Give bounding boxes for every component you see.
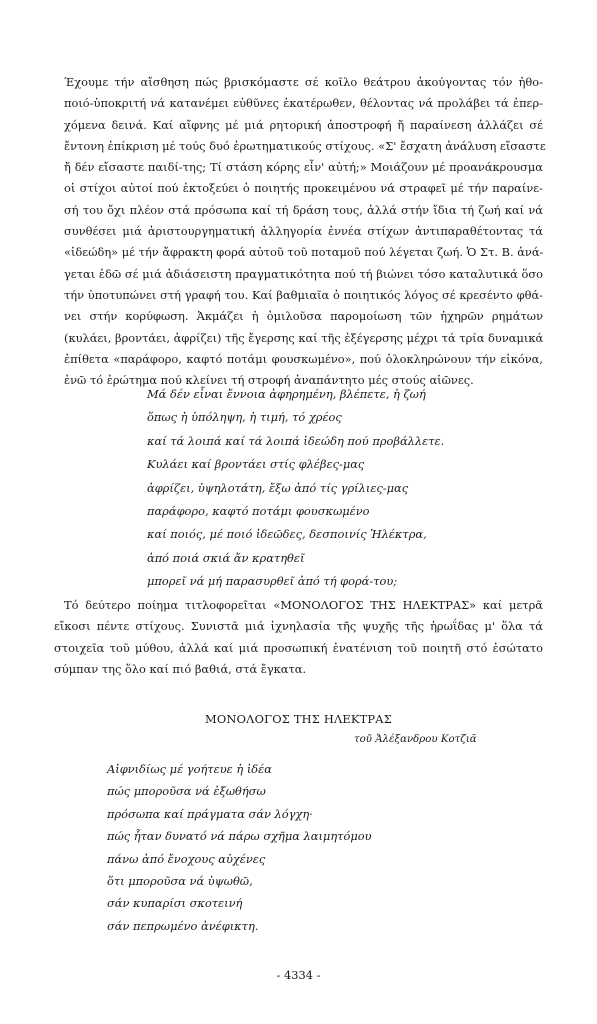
paragraph-line: γεται ἐδῶ σέ μιά ἀδιάσειστη πραγματικότητα πού τή βιώνει τόσο καταλυτικά ὅσο <box>64 266 543 281</box>
verse-line: καί ποιός, μέ ποιό ἰδεῶδες, δεσποινίς Ἠλέκτρα, <box>147 527 427 542</box>
paragraph-line: χόμενα δεινά. Καί αἴφνης μέ μιά ρητορική ἀποστροφή ἤ παραίνεση ἀλλάζει σέ <box>64 117 543 132</box>
verse-line: καί τά λοιπά καί τά λοιπά ἰδεώδη πού προβάλλετε. <box>147 433 445 448</box>
verse-line: ἀφρίζει, ὑψηλοτάτη, ἔξω ἀπό τίς γρίλιες-μας <box>147 480 409 495</box>
quoted-verse <box>147 383 444 594</box>
paragraph-line: στοιχεῖα τοῦ μύθου, ἀλλά καί μιά προσωπική ἐνατένιση τοῦ ποιητῆ στό ἐσώτατο <box>54 640 543 655</box>
verse-line: πάνω ἀπό ἔνοχους αὐχένες <box>107 851 266 866</box>
paragraph-line: συνθέσει μιά ἀριστουργηματική ἀλληγορία ἐννέα στίχων ἀντιπαραθέτοντας τά <box>64 224 543 239</box>
poem-verse <box>107 758 372 937</box>
paragraph-line: (κυλάει, βροντάει, ἀφρίζει) τῆς ἔγερσης καί τῆς ἐξέγερσης μέχρι τά τρία δυναμικά <box>64 330 544 345</box>
paragraph-commentary <box>54 72 546 391</box>
poem-title: ΜΟΝΟΛΟΓΟΣ ΤΗΣ ΗΛΕΚΤΡΑΣ <box>205 712 392 726</box>
paragraph-line: Τό δεύτερο ποίημα τιτλοφορεῖται «ΜΟΝΟΛΟΓΟΣ ΤΗΣ ΗΛΕΚΤΡΑΣ» καί μετρᾶ <box>64 598 543 612</box>
paragraph-line: Έχουμε τήν αἴσθηση πώς βρισκόμαστε σέ κοῖλο θεάτρου ἀκούγοντας τόν ἠθο- <box>64 75 543 89</box>
verse-line: ὅτι μποροῦσα νά ὑψωθῶ, <box>107 874 253 889</box>
verse-line: ὅπως ἡ ὑπόληψη, ἡ τιμή, τό χρέος <box>147 410 342 425</box>
paragraph-line: ἐνῶ τό ἐρώτημα πού κλείνει τή στροφή ἀναπάντητο μές στούς αἰῶνες. <box>64 373 474 388</box>
paragraph-line: ἐπίθετα «παράφορο, καφτό ποτάμι φουσκωμένο», πού ὁλοκληρώνουν τήν εἰκόνα, <box>64 351 543 366</box>
paragraph-line: σύμπαν της ὅλο καί πιό βαθιά, στά ἔγκατα. <box>54 661 307 676</box>
verse-line: πώς μποροῦσα νά ἐξωθήσω <box>107 784 266 799</box>
paragraph-line: ποιό-ὑποκριτή νά κατανέμει εὐθῦνες ἑκατέρωθεν, θέλοντας νά προλάβει τά ἐπερ- <box>64 96 543 111</box>
verse-line: Αἰφνιδίως μέ γοήτευε ἡ ἰδέα <box>107 762 272 776</box>
verse-line: μπορεῖ νά μή παρασυρθεῖ ἀπό τή φορά-του; <box>147 574 398 589</box>
paragraph-line: ἔντονη ἐπίκριση μέ τούς δυό ἐρωτηματικούς στίχους. «Σ' ἔσχατη ἀνάλυση εἴσαστε <box>64 138 546 153</box>
paragraph-line: οἱ στίχοι αὐτοί πού ἐκτοξεύει ὁ ποιητής προκειμένου νά στραφεῖ μέ τήν παραίνε- <box>64 181 543 196</box>
verse-line: σάν κυπαρίσι σκοτεινή <box>107 896 243 911</box>
poem-author: τοῦ Ἀλέξανδρου Κοτζιᾶ <box>354 734 477 745</box>
paragraph-line: εἴκοσι πέντε στίχους. Συνιστᾶ μιά ἰχνηλασία τῆς ψυχῆς τῆς ἡρωΐδας μ' ὅλα τά <box>54 619 543 634</box>
page-number: - 4334 - <box>276 968 321 982</box>
verse-line: ἀπό ποιά σκιά ἄν κρατηθεῖ <box>147 550 305 565</box>
verse-line: πώς ἦταν δυνατό νά πάρω σχῆμα λαιμητόμου <box>107 829 372 844</box>
paragraph-line: νει στήν κορύφωση. Ἀκμάζει ἡ ὁμιλοῦσα παρομοίωση τῶν ἠχηρῶν ρημάτων <box>64 309 543 324</box>
verse-line: παράφορο, καφτό ποτάμι φουσκωμένο <box>147 504 370 519</box>
paragraph-line: σή του ὄχι πλέον στά πρόσωπα καί τή δράση τους, ἀλλά στήν ἴδια τή ζωή καί νά <box>64 202 543 217</box>
paragraph-intro-poem <box>54 595 543 680</box>
verse-line: σάν πεπρωμένο ἀνέφικτη. <box>107 918 259 933</box>
paragraph-line: τήν ὑποτυπώνει στή γραφή του. Καί βαθμιαῖα ὁ ποιητικός λόγος σέ κρεσέντο φθά- <box>64 287 543 302</box>
verse-line: Μά δέν εἶναι ἔννοια ἀφηρημένη, βλέπετε, ἡ ζωή <box>147 387 426 401</box>
paragraph-line: «ἰδεώδη» μέ τήν ἄφρακτη φορά αὐτοῦ τοῦ ποταμοῦ πού λέγεται ζωή. Ὁ Στ. Β. ἀνά- <box>64 245 544 260</box>
verse-line: Κυλάει καί βροντάει στίς φλέβες-μας <box>147 457 365 472</box>
verse-line: πρόσωπα καί πράγματα σάν λόγχη· <box>107 806 313 821</box>
paragraph-line: ἤ δέν εἴσαστε παιδί-της; Τί στάση κόρης εἶν' αὐτή;» Μοιάζουν μέ προανάκρουσμα <box>64 160 543 175</box>
